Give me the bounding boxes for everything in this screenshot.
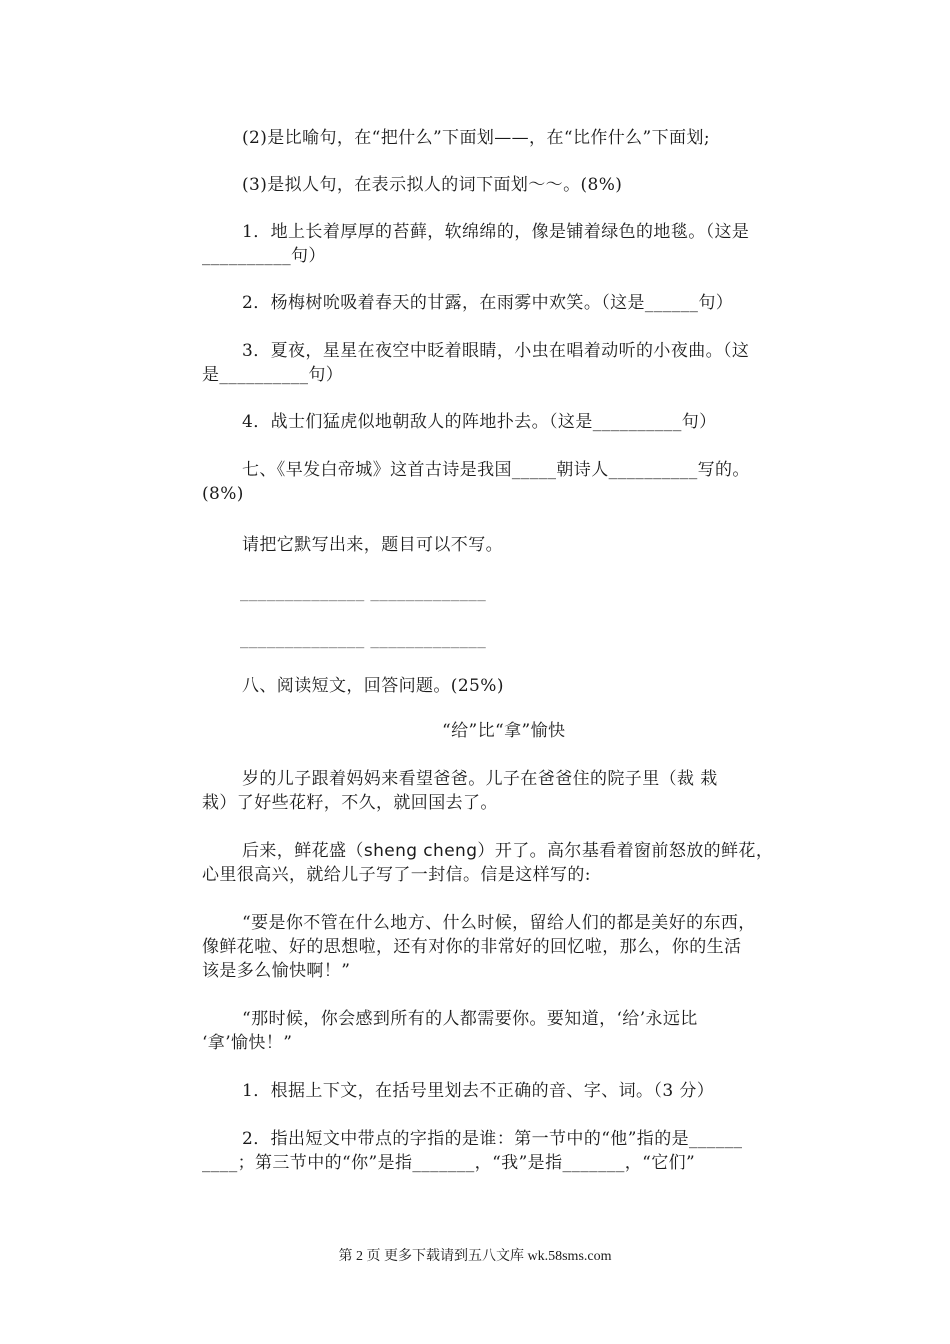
answer-blank-line: ______________ _____________ [240, 629, 487, 649]
passage-text: ）开了。高尔基看着窗前怒放的鲜花， [477, 841, 774, 861]
passage-paragraph-2-line1 [242, 839, 773, 863]
reading-question-1: 1．根据上下文，在括号里划去不正确的音、字、词。（3 分） [242, 1081, 715, 1101]
passage-paragraph-4-line2: ‘拿’愉快！” [202, 1033, 293, 1053]
passage-paragraph-3-line1: “要是你不管在什么地方、什么时候，留给人们的都是美好的东西， [242, 913, 756, 933]
reading-question-2-line1: 2．指出短文中带点的字指的是谁：第一节中的“他”指的是______ [242, 1129, 743, 1149]
question-3-line2: 是__________句） [202, 365, 344, 385]
question-4: 4．战士们猛虎似地朝敌人的阵地扑去。（这是__________句） [242, 412, 717, 432]
passage-paragraph-3-line2: 像鲜花啦、好的思想啦，还有对你的非常好的回忆啦，那么，你的生活 [202, 937, 742, 957]
question-2: 2．杨梅树吮吸着春天的甘露，在雨雾中欢笑。（这是______句） [242, 293, 734, 313]
passage-title: “给”比“拿”愉快 [442, 721, 566, 741]
answer-blank-line: ______________ _____________ [240, 582, 487, 602]
question-1-line2: __________句） [202, 246, 326, 266]
passage-paragraph-3-line3: 该是多么愉快啊！” [202, 961, 351, 981]
passage-paragraph-4-line1: “那时候，你会感到所有的人都需要你。要知道，‘给’永远比 [242, 1009, 698, 1029]
passage-paragraph-2-line2: 心里很高兴，就给儿子写了一封信。信是这样写的: [202, 865, 591, 885]
reading-question-2-line2: ____；第三节中的“你”是指_______，“我”是指_______，“它们” [202, 1153, 696, 1173]
passage-paragraph-1-line2: 栽）了好些花籽，不久，就回国去了。 [202, 793, 498, 813]
question-1-line1: 1．地上长着厚厚的苔藓，软绵绵的，像是铺着绿色的地毯。（这是 [242, 222, 750, 242]
instruction-simile: (2)是比喻句，在“把什么”下面划——，在“比作什么”下面划; [242, 128, 710, 148]
section-7-line1: 七、《早发白帝城》这首古诗是我国_____朝诗人__________写的。 [242, 460, 750, 480]
passage-text: 后来，鲜花盛（ [242, 841, 364, 861]
pinyin-text: sheng cheng [363, 841, 478, 861]
section-8-heading: 八、阅读短文，回答问题。(25%) [242, 676, 504, 696]
question-3-line1: 3．夏夜，星星在夜空中眨着眼睛，小虫在唱着动听的小夜曲。（这 [242, 341, 750, 361]
section-7-line2: (8%) [202, 484, 244, 504]
passage-paragraph-1-line1: 岁的儿子跟着妈妈来看望爸爸。儿子在爸爸住的院子里（裁 栽 [242, 769, 718, 789]
instruction-personification: (3)是拟人句，在表示拟人的词下面划～～。(8%) [242, 175, 623, 195]
section-7-prompt: 请把它默写出来，题目可以不写。 [242, 535, 503, 555]
page-footer: 第 2 页 更多下载请到五八文库 wk.58sms.com [338, 1249, 612, 1264]
